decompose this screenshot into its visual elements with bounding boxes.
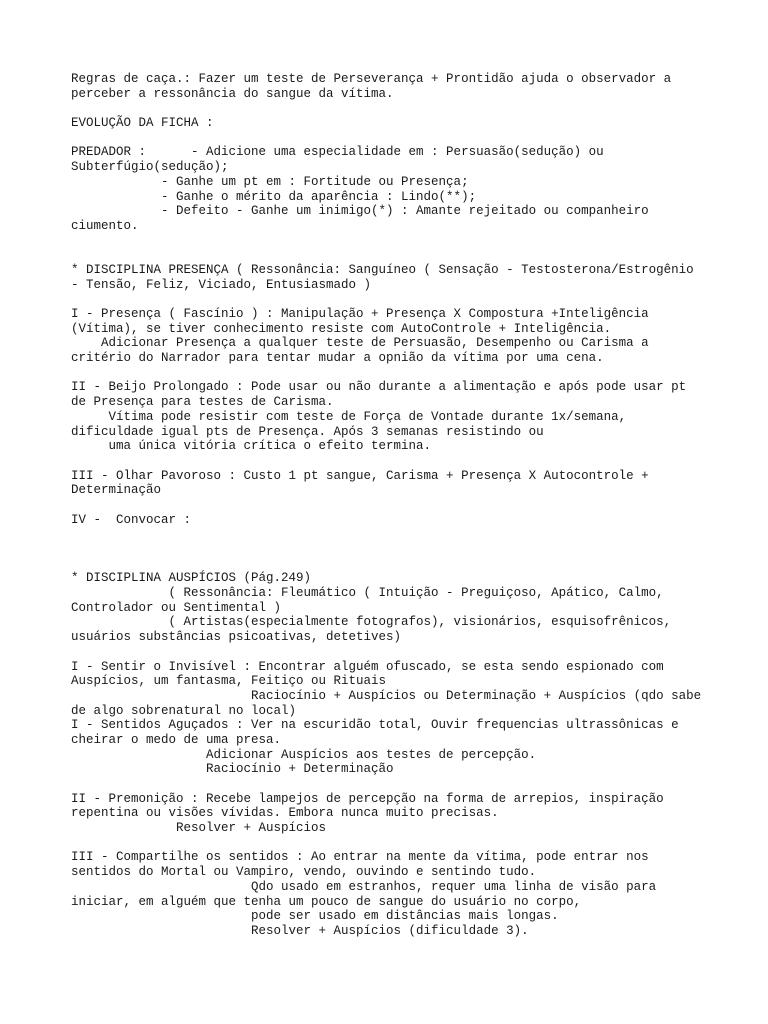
text-line: I - Sentir o Invisível : Encontrar alguém ofuscado, se esta sendo espionado com [71,659,664,674]
text-line: - Ganhe um pt em : Fortitude ou Presença; [71,174,469,189]
text-line: Resolver + Auspícios [71,821,327,836]
text-line: ciumento. [71,218,139,233]
text-line: critério do Narrador para tentar mudar a opnião da vítima por uma cena. [71,351,604,366]
text-line: perceber a ressonância do sangue da vítima. [71,86,394,101]
blank-line [71,498,751,513]
text-line: * DISCIPLINA AUSPÍCIOS (Pág.249) [71,571,312,586]
text-line: usuários substâncias psicoativas, detetives) [71,630,402,645]
text-line: II - Beijo Prolongado : Pode usar ou não durante a alimentação e após pode usar pt [71,380,687,395]
text-line: Resolver + Auspícios (dificuldade 3). [71,923,529,938]
text-line: (Vítima), se tiver conhecimento resiste com AutoControle + Inteligência. [71,321,612,336]
blank-line [71,292,751,307]
blank-line [71,645,751,660]
text-line: pode ser usado em distâncias mais longas. [71,909,559,924]
text-line: I - Sentidos Aguçados : Ver na escuridão total, Ouvir frequencias ultrassônicas e [71,718,679,733]
blank-line [71,542,751,557]
text-line: dificuldade igual pts de Presença. Após 3 semanas resistindo ou [71,424,544,439]
text-line: de Presença para testes de Carisma. [71,395,334,410]
text-line: Determinação [71,483,162,498]
blank-line [71,248,751,263]
blank-line [71,366,751,381]
text-line: - Defeito - Ganhe um inimigo(*) : Amante rejeitado ou companheiro [71,204,649,219]
text-line: II - Premonição : Recebe lampejos de percepção na forma de arrepios, inspiração [71,791,664,806]
text-line: PREDADOR : - Adicione uma especialidade em : Persuasão(sedução) ou [71,145,604,160]
text-line: repentina ou visões vívidas. Embora nunca muito precisas. [71,806,499,821]
blank-line [71,234,751,249]
text-line: sentidos do Mortal ou Vampiro, vendo, ouvindo e sentindo tudo. [71,865,537,880]
text-line: de algo sobrenatural no local) [71,703,297,718]
blank-line [71,527,751,542]
text-line: Adicionar Auspícios aos testes de percepção. [71,747,537,762]
text-line: Raciocínio + Auspícios ou Determinação + Auspícios (qdo sabe [71,688,702,703]
text-line: Auspícios, um fantasma, Feitiço ou Rituais [71,674,387,689]
text-line: - Tensão, Feliz, Viciado, Entusiasmado ) [71,277,372,292]
text-line: uma única vitória crítica o efeito termina. [71,439,432,454]
text-line: ( Ressonância: Fleumático ( Intuição - Preguiçoso, Apático, Calmo, [71,586,664,601]
blank-line [71,836,751,851]
blank-line [71,101,751,116]
text-line: Vítima pode resistir com teste de Força de Vontade durante 1x/semana, [71,409,627,424]
blank-line [71,557,751,572]
text-line: * DISCIPLINA PRESENÇA ( Ressonância: Sanguíneo ( Sensação - Testosterona/Estrogênio [71,262,694,277]
text-line: Raciocínio + Determinação [71,762,394,777]
text-line: III - Olhar Pavoroso : Custo 1 pt sangue, Carisma + Presença X Autocontrole + [71,468,649,483]
document-page [71,72,751,939]
text-line: IV - Convocar : [71,512,192,527]
text-line: cheirar o medo de uma presa. [71,732,282,747]
blank-line [71,454,751,469]
text-line: Regras de caça.: Fazer um teste de Perseverança + Prontidão ajuda o observador a [71,72,672,86]
text-line: Subterfúgio(sedução); [71,160,229,175]
blank-line [71,131,751,146]
text-line: ( Artistas(especialmente fotografos), visionários, esquisofrênicos, [71,615,672,630]
text-line: EVOLUÇÃO DA FICHA : [71,116,214,131]
text-line: iniciar, em alguém que tenha um pouco de sangue do usuário no corpo, [71,894,582,909]
text-line: - Ganhe o mérito da aparência : Lindo(**); [71,189,477,204]
text-line: III - Compartilhe os sentidos : Ao entrar na mente da vítima, pode entrar nos [71,850,649,865]
blank-line [71,777,751,792]
text-line: Qdo usado em estranhos, requer uma linha de visão para [71,879,657,894]
text-line: I - Presença ( Fascínio ) : Manipulação + Presença X Compostura +Inteligência [71,307,649,321]
text-line: Adicionar Presença a qualquer teste de Persuasão, Desempenho ou Carisma a [71,336,649,351]
text-line: Controlador ou Sentimental ) [71,600,282,615]
